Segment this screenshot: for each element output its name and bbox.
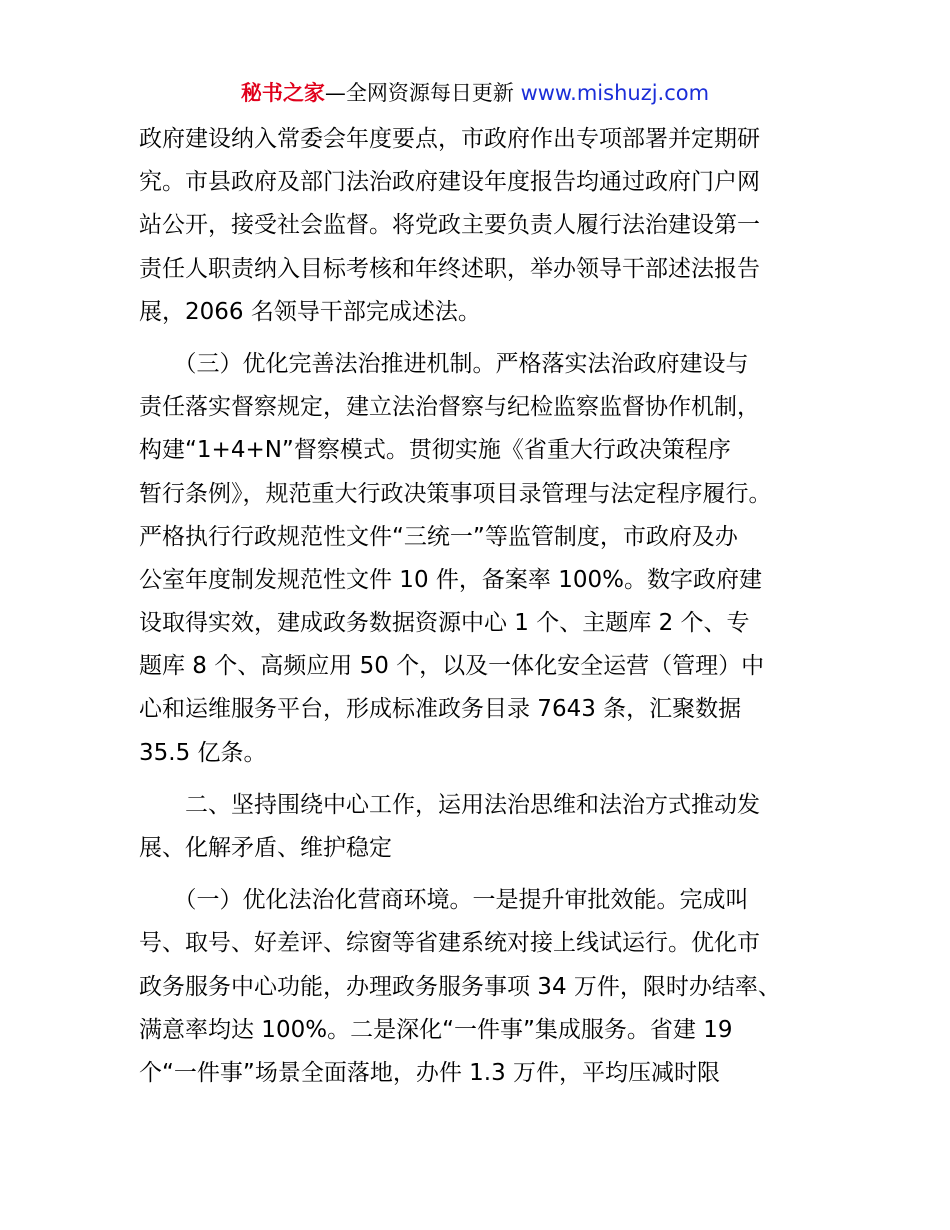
- text-line: 题库 8 个、高频应用 50 个，以及一体化安全运营（管理）中: [139, 653, 765, 680]
- text-line: 站公开，接受社会监督。将党政主要负责人履行法治建设第一: [139, 212, 760, 239]
- text-line: 号、取号、好差评、综窗等省建系统对接上线试运行。优化市: [139, 930, 760, 957]
- text-line: 展，2066 名领导干部完成述法。: [139, 298, 481, 325]
- text-line: 政府建设纳入常委会年度要点，市政府作出专项部署并定期研: [139, 126, 760, 152]
- site-url[interactable]: www.mishuzj.com: [520, 81, 710, 105]
- text-line: 心和运维服务平台，形成标准政务目录 7643 条，汇聚数据: [139, 696, 742, 723]
- paragraph-gap: [139, 870, 829, 879]
- site-header: [0, 78, 950, 108]
- header-tagline: —全网资源每日更新: [324, 81, 521, 105]
- text-line: 构建“1+4+N”督察模式。贯彻实施《省重大行政决策程序: [139, 437, 731, 464]
- brand-name: 秘书之家: [240, 81, 325, 105]
- text-line: 究。市县政府及部门法治政府建设年度报告均通过政府门户网: [139, 169, 760, 196]
- text-line: 责任落实督察规定，建立法治督察与纪检监察监督协作机制，: [139, 394, 760, 421]
- paragraph-gap: [139, 775, 829, 784]
- text-line: （三）优化完善法治推进机制。严格落实法治政府建设与: [139, 350, 749, 377]
- text-line: 公室年度制发规范性文件 10 件，备案率 100%。数字政府建: [139, 566, 762, 593]
- text-line: 政务服务中心功能，办理政务服务事项 34 万件，限时办结率、: [139, 973, 781, 1000]
- text-line: 满意率均达 100%。二是深化“一件事”集成服务。省建 19: [139, 1016, 733, 1043]
- text-line: 35.5 亿条。: [139, 739, 267, 766]
- text-line: （一）优化法治化营商环境。一是提升审批效能。完成叫: [139, 887, 749, 914]
- text-line: 严格执行行政规范性文件“三统一”等监管制度，市政府及办: [139, 523, 738, 550]
- text-line: 责任人职责纳入目标考核和年终述职，举办领导干部述法报告: [139, 255, 760, 282]
- text-line: 暂行条例》，规范重大行政决策事项目录管理与法定程序履行。: [139, 480, 772, 507]
- text-line: 个“一件事”场景全面落地，办件 1.3 万件，平均压减时限: [139, 1059, 721, 1086]
- text-line: 展、化解矛盾、维护稳定: [139, 835, 392, 861]
- text-line: 二、坚持围绕中心工作，运用法治思维和法治方式推动发: [139, 791, 760, 818]
- text-line: 设取得实效，建成政务数据资源中心 1 个、主题库 2 个、专: [139, 610, 750, 637]
- document-body: [139, 118, 829, 1095]
- paragraph-gap: [139, 334, 829, 343]
